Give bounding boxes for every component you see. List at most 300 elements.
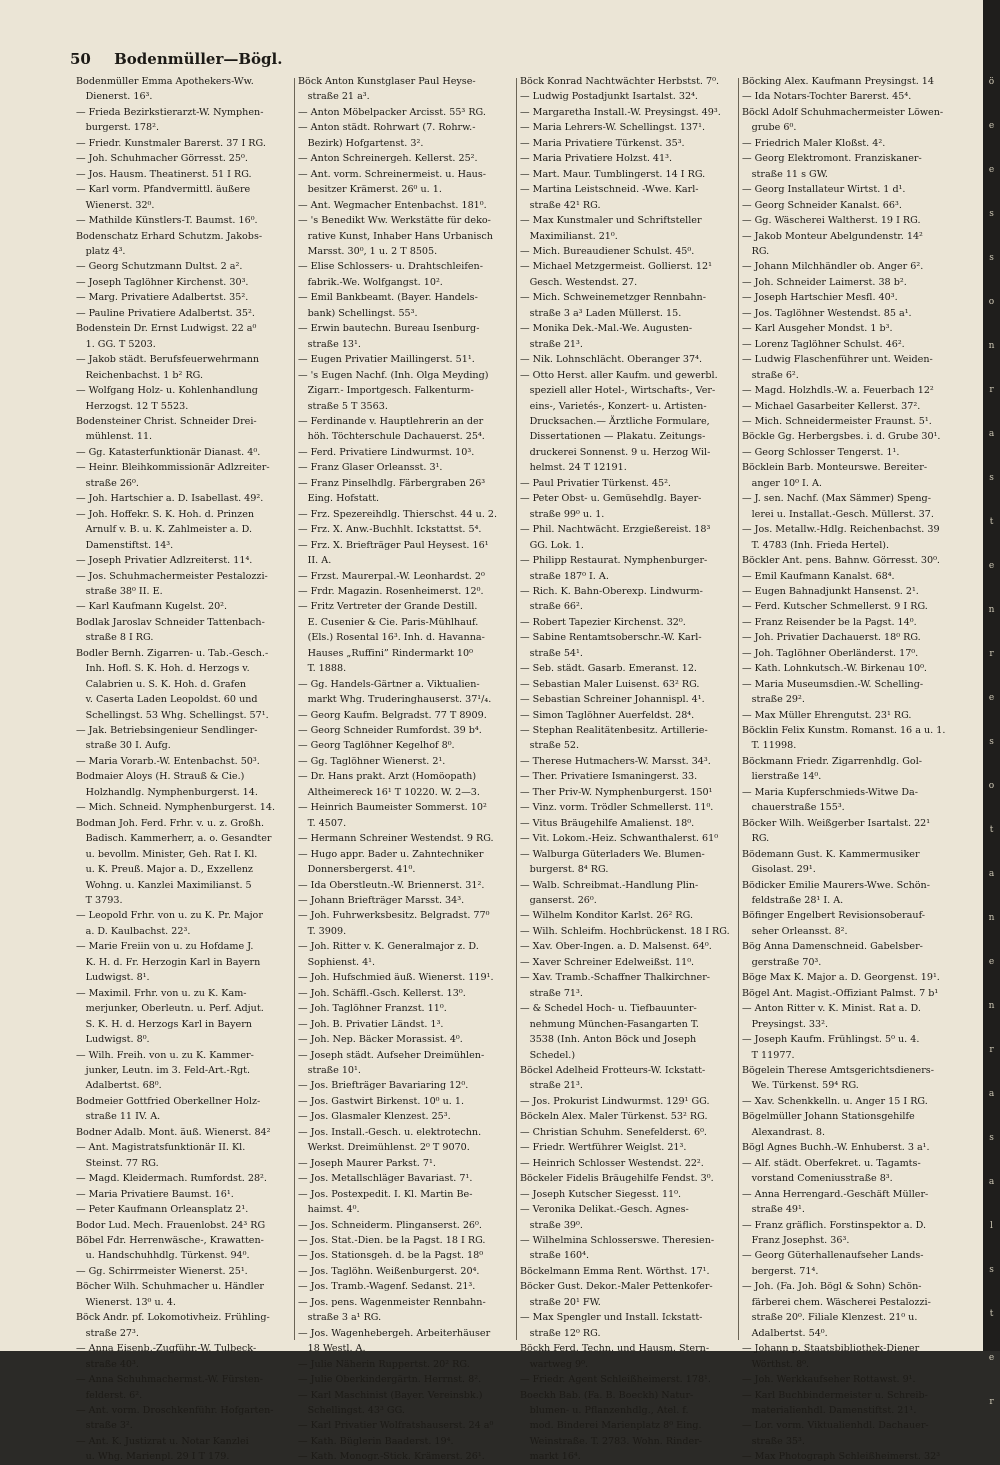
directory-entry-line: — Frz. X. Anw.-Buchhlt. Ickstattst. 5⁴. <box>298 524 482 536</box>
directory-entry-line: straße 49¹. <box>742 1204 805 1216</box>
directory-entry-line: haimst. 4⁰. <box>298 1204 360 1216</box>
directory-entry-line: — Dr. Hans prakt. Arzt (Homöopath) <box>298 771 477 783</box>
directory-entry-line: Bodensteiner Christ. Schneider Drei- <box>76 415 257 427</box>
directory-entry-line: junker, Leutn. im 3. Feld-Art.-Rgt. <box>76 1065 251 1076</box>
directory-entry-line: straße 187⁰ I. A. <box>520 570 609 582</box>
directory-entry-line: — Wilh. Schleifm. Hochbrückenst. 18 I RG. <box>520 925 730 937</box>
directory-entry-line: Ludwigst. 8¹. <box>76 972 150 984</box>
directory-entry-line: straße 26⁰. <box>76 477 139 489</box>
directory-entry-line: Wohng. u. Kanzlei Maximilianst. 5 <box>76 879 252 891</box>
directory-entry-line: Bögelmüller Johann Stationsgehilfe <box>742 1111 915 1123</box>
edge-letter: r <box>989 385 994 395</box>
directory-entry-line: Donnersbergerst. 41⁰. <box>298 864 416 876</box>
directory-entry-line: 3538 (Inh. Anton Böck und Joseph <box>520 1034 697 1046</box>
directory-entry-line: — Ludwig Flaschenführer unt. Weiden- <box>742 354 933 366</box>
directory-entry-line: — Wilh. Freih. von u. zu K. Kammer- <box>76 1049 254 1061</box>
directory-entry-line: Calabrien u. S. K. Hoh. d. Grafen <box>76 678 247 690</box>
directory-entry-line: — Joh. Schuhmacher Görresst. 25⁰. <box>76 153 248 165</box>
directory-entry-line: — Joh. Werkkaufseher Rottawst. 9¹. <box>742 1374 916 1386</box>
directory-entry-line: — Georg Schneider Rumfordst. 39 b⁴. <box>298 725 482 737</box>
directory-entry-line: materialienhdl. Damenstiftst. 21¹. <box>742 1404 917 1416</box>
directory-entry-line: straße 66². <box>520 601 583 613</box>
directory-entry-line: Böckeln Alex. Maler Türkenst. 53² RG. <box>520 1111 708 1123</box>
directory-entry-line: mod. Binderei Marienplatz 8⁰ Eing. <box>520 1420 702 1432</box>
directory-entry-line: — Frieda Bezirkstierarzt-W. Nymphen- <box>76 106 264 118</box>
page-header <box>70 50 282 68</box>
directory-column-4 <box>742 74 967 1463</box>
directory-entry-line: — Xav. Ober-Ingen. a. D. Malsenst. 64⁰. <box>520 941 712 953</box>
directory-entry-line: Gisolast. 29¹. <box>742 864 816 876</box>
directory-entry-line: — Mich. Bureaudiener Schulst. 45⁰. <box>520 245 695 257</box>
directory-entry-line: — Robert Tapezier Kirchenst. 32⁰. <box>520 616 686 628</box>
directory-entry-line: — Maria Privatiere Holzst. 41³. <box>520 153 673 165</box>
directory-entry-line: — Frz. Spezereihdlg. Thierschst. 44 u. 2. <box>298 508 498 520</box>
directory-entry-line: (Els.) Rosental 16³. Inh. d. Havanna- <box>298 632 485 644</box>
directory-entry-line: Schedel.) <box>520 1049 576 1061</box>
directory-entry-line: färberei chem. Wäscherei Pestalozzi- <box>742 1296 931 1308</box>
directory-entry-line: — Joh. Schneider Laimerst. 38 b². <box>742 276 907 288</box>
directory-entry-line: Böckel Adelheid Frotteurs-W. Ickstatt- <box>520 1065 706 1076</box>
directory-entry-line: — Seb. städt. Gasarb. Emeranst. 12. <box>520 663 697 675</box>
directory-entry-line: straße 11 s GW. <box>742 168 828 180</box>
directory-entry-line: Bodenschatz Erhard Schutzm. Jakobs- <box>76 230 263 242</box>
directory-entry-line: felderst. 6². <box>76 1389 143 1401</box>
directory-entry-line: — Pauline Privatiere Adalbertst. 35². <box>76 307 255 319</box>
edge-letter: n <box>988 913 995 923</box>
directory-entry-line: — Karl Privatier Wolfratshauserst. 24 a⁰ <box>298 1420 494 1432</box>
directory-entry-line: — Jos. Prokurist Lindwurmst. 129¹ GG. <box>520 1095 710 1107</box>
directory-entry-line: — Friedr. Kunstmaler Barerst. 37 I RG. <box>76 137 266 149</box>
directory-entry-line: — Anton städt. Rohrwart (7. Rohrw.- <box>298 122 476 134</box>
directory-entry-line: — Frdr. Magazin. Rosenheimerst. 12⁰. <box>298 585 484 597</box>
directory-entry-line: — Marie Freiin von u. zu Hofdame J. <box>76 941 254 953</box>
directory-entry-line: — Hugo appr. Bader u. Zahntechniker <box>298 848 484 860</box>
edge-letter: ö <box>988 77 995 87</box>
directory-entry-line: Bögelein Therese Amtsgerichtsdieners- <box>742 1065 934 1076</box>
directory-entry-line: — Max Photograph Schleißheimerst. 32³ <box>742 1451 941 1463</box>
directory-entry-line: straße 13¹. <box>298 338 361 350</box>
directory-entry-line: — Jakob städt. Berufsfeuerwehrmann <box>76 354 260 366</box>
directory-entry-line: — 's Benedikt Ww. Werkstätte für deko- <box>298 215 491 227</box>
directory-entry-line: Boeckh Bab. (Fa. B. Boeckh) Natur- <box>520 1389 694 1401</box>
directory-entry-line: — Jak. Betriebsingenieur Sendlinger- <box>76 725 258 737</box>
directory-entry-line: straße 35³. <box>742 1435 805 1447</box>
directory-entry-line: straße 27³. <box>76 1327 139 1339</box>
directory-entry-line: straße 5 T 3563. <box>298 400 388 412</box>
directory-entry-line: — Eugen Bahnadjunkt Hansenst. 2¹. <box>742 585 919 597</box>
directory-entry-line: Böckmann Friedr. Zigarrenhdlg. Gol- <box>742 755 922 767</box>
edge-letter: s <box>989 1265 994 1275</box>
directory-entry-line: — Jos. Hausm. Theatinerst. 51 I RG. <box>76 168 252 180</box>
directory-entry-line: — Karl Ausgeher Mondst. 1 b³. <box>742 323 893 335</box>
directory-entry-line: Böcker Gust. Dekor.-Maler Pettenkofer- <box>520 1281 713 1293</box>
directory-entry-line: — Jos. Taglöhner Westendst. 85 a¹. <box>742 307 912 319</box>
directory-entry-line: Böcher Wilh. Schuhmacher u. Händler <box>76 1281 264 1293</box>
directory-entry-line: straße 99⁰ u. 1. <box>520 508 605 520</box>
directory-entry-line: Böckle Gg. Herbergsbes. i. d. Grube 30¹. <box>742 431 941 443</box>
directory-entry-line: feldstraße 28¹ I. A. <box>742 895 844 907</box>
directory-entry-line: — Heinrich Baumeister Sommerst. 10² <box>298 802 487 814</box>
directory-entry-line: Schellingst. 43³ GG. <box>298 1404 405 1416</box>
directory-entry-line: — Anna Herrengard.-Geschäft Müller- <box>742 1188 929 1200</box>
directory-entry-line: — Ant. vorm. Schreinermeist. u. Haus- <box>298 168 487 180</box>
directory-entry-line: — Ferdinande v. Hauptlehrerin an der <box>298 415 484 427</box>
edge-letter: l <box>990 1221 993 1231</box>
directory-entry-line: — Georg Güterhallenaufseher Lands- <box>742 1250 924 1262</box>
directory-entry-line: — Therese Hutmachers-W. Marsst. 34³. <box>520 755 711 767</box>
directory-entry-line: vorstand Comeniusstraße 8³. <box>742 1173 893 1185</box>
directory-entry-line: — Ther Priv-W. Nymphenburgerst. 150¹ <box>520 786 713 798</box>
directory-entry-line: — Lorenz Taglöhner Schulst. 46². <box>742 338 905 350</box>
directory-entry-line: — Mathilde Künstlers-T. Baumst. 16⁰. <box>76 215 258 227</box>
directory-entry-line: — Joh. Hufschmied äuß. Wienerst. 119¹. <box>298 972 494 984</box>
directory-entry-line: — Maria Kupferschmieds-Witwe Da- <box>742 786 919 798</box>
directory-entry-line: — Eugen Privatier Maillingerst. 51¹. <box>298 354 475 366</box>
directory-entry-line: Reichenbachst. 1 b² RG. <box>76 369 204 381</box>
directory-entry-line: — Xav. Schenkkelln. u. Anger 15 I RG. <box>742 1095 928 1107</box>
directory-entry-line: Böbel Fdr. Herrenwäsche-, Krawatten- <box>76 1234 264 1246</box>
directory-entry-line: — Joseph Hartschier Mesfl. 40³. <box>742 292 898 304</box>
directory-entry-line: Wörthst. 8⁰. <box>742 1358 810 1370</box>
directory-entry-line: — Gg. Wäscherei Waltherst. 19 I RG. <box>742 215 921 227</box>
edge-letter: n <box>988 1001 995 1011</box>
directory-entry-line: — Simon Taglöhner Auerfeldst. 28⁴. <box>520 709 695 721</box>
directory-entry-line: T. 4783 (Inh. Frieda Hertel). <box>742 539 890 551</box>
directory-entry-line: — Jos. Install.-Gesch. u. elektrotechn. <box>298 1126 482 1138</box>
directory-entry-line: Bezirk) Hofgartenst. 3². <box>298 137 424 149</box>
directory-entry-line: — Max Spengler und Install. Ickstatt- <box>520 1312 703 1324</box>
directory-entry-line: — Jos. Tramb.-Wagenf. Sedanst. 21³. <box>298 1281 476 1293</box>
directory-entry-line: besitzer Krämerst. 26⁰ u. 1. <box>298 184 442 196</box>
directory-entry-line: Bög Anna Damenschneid. Gabelsber- <box>742 941 923 953</box>
directory-entry-line: — Joh. (Fa. Joh. Bögl & Sohn) Schön- <box>742 1281 922 1293</box>
directory-entry-line: 1. GG. T 5203. <box>76 338 156 350</box>
directory-entry-line: — Sabine Rentamtsoberschr.-W. Karl- <box>520 632 702 644</box>
directory-entry-line: Sophienst. 4¹. <box>298 956 376 968</box>
directory-entry-line: — & Schedel Hoch- u. Tiefbauunter- <box>520 1003 697 1015</box>
edge-letter: e <box>988 1353 995 1363</box>
directory-entry-line: — Joh. Taglöhner Franzst. 11⁰. <box>298 1003 447 1015</box>
directory-entry-line: — Heinrich Schlosser Westendst. 22². <box>520 1157 704 1169</box>
directory-entry-line: — Friedrich Maler Kloßst. 4². <box>742 137 886 149</box>
directory-entry-line: — Joseph Kutscher Siegesst. 11⁰. <box>520 1188 682 1200</box>
directory-entry-line: — Anna Schuhmachermst.-W. Fürsten- <box>76 1374 264 1386</box>
directory-entry-line: — Joh. Schäffl.-Gsch. Kellerst. 13⁰. <box>298 987 466 999</box>
directory-entry-line: — Anton Möbelpacker Arcisst. 55³ RG. <box>298 106 486 118</box>
directory-entry-line: — Maria Privatiere Türkenst. 35³. <box>520 137 685 149</box>
directory-entry-line: S. K. H. d. Herzogs Karl in Bayern <box>76 1018 252 1030</box>
directory-entry-line: — Wilhelmina Schlosserswe. Theresien- <box>520 1234 715 1246</box>
directory-entry-line: — Joh. Privatier Dachauerst. 18⁰ RG. <box>742 632 921 644</box>
directory-entry-line: Bödemann Gust. K. Kammermusiker <box>742 848 920 860</box>
directory-entry-line: helmst. 24 T 12191. <box>520 462 627 474</box>
directory-entry-line: Bödicker Emilie Maurers-Wwe. Schön- <box>742 879 930 891</box>
edge-letter: a <box>988 1177 995 1187</box>
directory-entry-line: Böge Max K. Major a. D. Georgenst. 19¹. <box>742 972 940 984</box>
directory-entry-line: — Paul Privatier Türkenst. 45². <box>520 477 671 489</box>
directory-entry-line: — Erwin bautechn. Bureau Isenburg- <box>298 323 480 335</box>
directory-entry-line: — Kath. Monogr.-Stick. Krämerst. 26¹. <box>298 1451 485 1463</box>
directory-entry-line: — Ludwig Postadjunkt Isartalst. 32⁴. <box>520 91 698 103</box>
directory-entry-line: — Vit. Lokom.-Heiz. Schwanthalerst. 61⁰ <box>520 833 719 845</box>
directory-entry-line: — Xaver Schreiner Edelweißst. 11⁰. <box>520 956 695 968</box>
directory-entry-line: Böck Konrad Nachtwächter Herbstst. 7⁰. <box>520 76 720 87</box>
directory-entry-line: — Veronika Delikat.-Gesch. Agnes- <box>520 1204 689 1216</box>
directory-entry-line: Eing. Hofstatt. <box>298 493 380 505</box>
directory-entry-line: — Jos. Metallw.-Hdlg. Reichenbachst. 39 <box>742 524 940 536</box>
edge-letter: t <box>989 1309 994 1319</box>
adjacent-page-letters <box>983 60 1000 1424</box>
directory-entry-line: lerei u. Installat.-Gesch. Müllerst. 37. <box>742 508 934 520</box>
directory-entry-line: Steinst. 77 RG. <box>76 1157 159 1169</box>
directory-entry-line: Dissertationen — Plakatu. Zeitungs- <box>520 431 706 443</box>
directory-entry-line: höh. Töchterschule Dachauerst. 25⁴. <box>298 431 485 443</box>
directory-entry-line: T. 3909. <box>298 925 347 937</box>
directory-entry-line: — Wilhelm Konditor Karlst. 26² RG. <box>520 910 694 922</box>
edge-letter: s <box>989 209 994 219</box>
directory-entry-line: anger 10⁰ I. A. <box>742 477 822 489</box>
directory-entry-line: bank) Schellingst. 55³. <box>298 307 418 319</box>
directory-entry-line: We. Türkenst. 59⁴ RG. <box>742 1080 859 1092</box>
directory-entry-line: Holzhandlg. Nymphenburgerst. 14. <box>76 786 258 798</box>
directory-entry-line: — Christian Schuhm. Senefelderst. 6⁰. <box>520 1126 707 1138</box>
directory-entry-line: straße 30 I. Aufg. <box>76 740 171 752</box>
directory-entry-line: Bodmaier Aloys (H. Strauß & Cie.) <box>76 771 245 783</box>
directory-entry-line: u. Handschuhhdlg. Türkenst. 94⁰. <box>76 1250 250 1262</box>
directory-entry-line: — Georg Schneider Kanalst. 66³. <box>742 199 902 211</box>
directory-entry-line: — Karl vorm. Pfandvermittl. äußere <box>76 184 251 196</box>
directory-entry-line: — Jos. Stationsgeh. d. be la Pagst. 18⁰ <box>298 1250 484 1262</box>
directory-entry-line: — Franz Pinselhdlg. Färbergraben 26³ <box>298 477 486 489</box>
directory-entry-line: Marsst. 30⁰, 1 u. 2 T 8505. <box>298 245 438 257</box>
directory-entry-line: — Jos. Glasmaler Klenzest. 25³. <box>298 1111 451 1123</box>
directory-entry-line: — Peter Kaufmann Orleansplatz 2¹. <box>76 1204 249 1216</box>
directory-entry-line: — Monika Dek.-Mal.-We. Augusten- <box>520 323 693 335</box>
directory-entry-line: Bodmeier Gottfried Oberkellner Holz- <box>76 1095 261 1107</box>
directory-entry-line: — Ant. vorm. Droschkenführ. Hofgarten- <box>76 1404 274 1416</box>
directory-entry-line: — Friedr. Wertführer Weiglst. 21³. <box>520 1142 687 1154</box>
directory-entry-line: markt Whg. Truderinghauserst. 37¹/₄. <box>298 694 492 706</box>
edge-letter: e <box>988 121 995 131</box>
directory-entry-line: — Friedr. Agent Schleißheimerst. 178¹. <box>520 1374 711 1386</box>
directory-entry-line: — Anna Eisenb.-Zugführ.-W. Tulbeck- <box>76 1343 257 1355</box>
directory-entry-line: — Frzst. Maurerpal.-W. Leonhardst. 2⁰ <box>298 570 485 582</box>
directory-entry-line: Wienerst. 13⁰ u. 4. <box>76 1296 176 1308</box>
directory-entry-line: — Peter Obst- u. Gemüsehdlg. Bayer- <box>520 493 702 505</box>
directory-entry-line: — Ida Oberstleutn.-W. Briennerst. 31². <box>298 879 485 891</box>
directory-entry-line: Bögl Agnes Buchh.-W. Enhuberst. 3 a¹. <box>742 1142 930 1154</box>
directory-entry-line: — Joh. Hartschier a. D. Isabellast. 49². <box>76 493 264 505</box>
directory-entry-line: eins-, Varietés-, Konzert- u. Artisten- <box>520 400 707 412</box>
directory-entry-line: mühlenst. 11. <box>76 431 153 443</box>
directory-entry-line: Maximilianst. 21⁰. <box>520 230 618 242</box>
directory-entry-line: Inh. Hofl. S. K. Hoh. d. Herzogs v. <box>76 663 250 675</box>
directory-entry-line: Badisch. Kammerherr, a. o. Gesandter <box>76 833 272 845</box>
directory-entry-line: — Max Müller Ehrengutst. 23¹ RG. <box>742 709 912 721</box>
directory-entry-line: — Maximil. Frhr. von u. zu K. Kam- <box>76 987 247 999</box>
directory-entry-line: — Anton Schreinergeh. Kellerst. 25². <box>298 153 478 165</box>
directory-entry-line: — Otto Herst. aller Kaufm. und gewerbl. <box>520 369 718 381</box>
directory-entry-line: T 11977. <box>742 1049 795 1061</box>
directory-entry-line: — Walburga Güterladers We. Blumen- <box>520 848 705 860</box>
directory-entry-line: markt 16⁴. <box>520 1451 581 1463</box>
directory-entry-line: — Joh. Hoffekr. S. K. Hoh. d. Prinzen <box>76 508 255 520</box>
directory-entry-line: Arnulf v. B. u. K. Zahlmeister a. D. <box>76 524 252 536</box>
directory-entry-line: Altheimereck 16¹ T 10220. W. 2—3. <box>298 786 480 798</box>
directory-entry-line: — Sebastian Maler Luisenst. 63² RG. <box>520 678 700 690</box>
directory-entry-line: lierstraße 14⁰. <box>742 771 822 783</box>
directory-entry-line: — Joh. Ritter v. K. Generalmajor z. D. <box>298 941 479 953</box>
edge-letter: s <box>989 253 994 263</box>
directory-entry-line: — Georg Schlosser Tengerst. 1¹. <box>742 446 900 458</box>
directory-entry-line: Damenstiftst. 14³. <box>76 539 174 551</box>
directory-column-1 <box>76 74 301 1463</box>
directory-entry-line: Gesch. Westendst. 27. <box>520 276 638 288</box>
directory-entry-line: — Johann p. Staatsbibliothek-Diener <box>742 1343 920 1355</box>
directory-entry-line: straße 38⁰ II. E. <box>76 585 163 597</box>
directory-entry-line: — Jos. Gastwirt Birkenst. 10⁰ u. 1. <box>298 1095 465 1107</box>
directory-entry-line: — Walb. Schreibmat.-Handlung Plin- <box>520 879 699 891</box>
directory-entry-line: — Julie Näherin Ruppertst. 20² RG. <box>298 1358 470 1370</box>
directory-entry-line: E. Cusenier & Cie. Paris-Mühlhauf. <box>298 616 479 628</box>
directory-entry-line: straße 52. <box>520 740 580 752</box>
directory-entry-line: — Kath. Büglerin Baaderst. 19⁴. <box>298 1435 454 1447</box>
edge-letter: n <box>988 341 995 351</box>
directory-entry-line: — Sebastian Schreiner Johannispl. 4¹. <box>520 694 705 706</box>
directory-entry-line: — Jos. Schuhmachermeister Pestalozzi- <box>76 570 268 582</box>
directory-entry-line: — Elise Schlossers- u. Drahtschleifen- <box>298 261 483 273</box>
directory-entry-line: gerstraße 70³. <box>742 956 822 968</box>
directory-entry-line: — Mich. Schweinemetzger Rennbahn- <box>520 292 706 304</box>
directory-entry-line: — Jakob Monteur Abelgundenstr. 14² <box>742 230 923 242</box>
directory-entry-line: Werkst. Dreimühlenst. 2⁰ T 9070. <box>298 1142 470 1154</box>
directory-entry-line: wartweg 9⁰. <box>520 1358 589 1370</box>
directory-entry-line: — Franz Glaser Orleansst. 3¹. <box>298 462 443 474</box>
edge-letter: a <box>988 429 995 439</box>
edge-letter: n <box>988 605 995 615</box>
directory-entry-line: Bodman Joh. Ferd. Frhr. v. u. z. Großh. <box>76 817 265 829</box>
directory-entry-line: straße 8 I RG. <box>76 632 154 644</box>
directory-entry-line: — Lor. vorm. Viktualienhdl. Dachauer- <box>742 1420 929 1432</box>
directory-entry-line: straße 3². <box>76 1420 133 1432</box>
directory-entry-line: straße 12⁰ RG. <box>520 1327 601 1339</box>
directory-entry-line: — Mart. Maur. Tumblingerst. 14 I RG. <box>520 168 706 180</box>
directory-entry-line: straße 21 a³. <box>298 91 370 103</box>
page-number: 50 <box>70 50 91 68</box>
directory-entry-line: Alexandrast. 8. <box>742 1126 826 1138</box>
directory-entry-line: — Ant. Wegmacher Entenbachst. 181⁰. <box>298 199 487 211</box>
directory-entry-line: RG. <box>742 245 770 257</box>
directory-entry-line: straße 39⁰. <box>520 1219 583 1231</box>
directory-entry-line: Böcklin Felix Kunstm. Romanst. 16 a u. 1. <box>742 725 946 737</box>
directory-entry-line: — Ant. Magistratsfunktionär II. Kl. <box>76 1142 246 1154</box>
directory-entry-line: seher Orleansst. 8². <box>742 925 848 937</box>
directory-entry-line: — Joseph Maurer Parkst. 7¹. <box>298 1157 436 1169</box>
edge-letter: e <box>988 693 995 703</box>
directory-entry-line: — Georg Installateur Wirtst. 1 d¹. <box>742 184 906 196</box>
directory-entry-line: chauerstraße 155³. <box>742 802 845 814</box>
edge-letter: t <box>989 517 994 527</box>
directory-entry-line: druckerei Sonnenst. 9 u. Herzog Wil- <box>520 446 711 458</box>
directory-entry-line: — Jos. Schneiderm. Plinganserst. 26⁰. <box>298 1219 482 1231</box>
directory-entry-line: — Mich. Schneid. Nymphenburgerst. 14. <box>76 802 276 814</box>
directory-entry-line: Böckh Ferd. Techn. und Hausm. Stern- <box>520 1343 710 1355</box>
directory-entry-line: — Karl Kaufmann Kugelst. 20². <box>76 601 228 613</box>
directory-entry-line: merjunker, Oberleutn. u. Perf. Adjut. <box>76 1003 264 1015</box>
directory-entry-line: — Jos. Briefträger Bavariaring 12⁰. <box>298 1080 469 1092</box>
directory-entry-line: — Frz. X. Briefträger Paul Heysest. 16¹ <box>298 539 489 551</box>
directory-entry-line: — Joh. Taglöhner Oberländerst. 17⁰. <box>742 647 919 659</box>
directory-entry-line: Herzogst. 12 T 5523. <box>76 400 189 412</box>
directory-entry-line: — Max Kunstmaler und Schriftsteller <box>520 215 702 227</box>
directory-entry-line: nehmung München-Fasangarten T. <box>520 1018 699 1030</box>
directory-entry-line: II. A. <box>298 555 332 567</box>
edge-letter: a <box>988 1089 995 1099</box>
directory-entry-line: — Alf. städt. Oberfekret. u. Tagamts- <box>742 1157 921 1169</box>
directory-entry-line: straße 20⁰. Filiale Klenzest. 21⁰ u. <box>742 1312 918 1324</box>
directory-entry-line: — Maria Vorarb.-W. Entenbachst. 50³. <box>76 755 260 767</box>
directory-entry-line: — Ant. K. Justizrat u. Notar Kanzlei <box>76 1435 249 1447</box>
directory-entry-line: Preysingst. 33². <box>742 1018 829 1030</box>
directory-entry-line: — Michael Gasarbeiter Kellerst. 37². <box>742 400 921 412</box>
directory-entry-line: — Georg Schutzmann Dultst. 2 a². <box>76 261 243 273</box>
directory-entry-line: — Xav. Tramb.-Schaffner Thalkirchner- <box>520 972 711 984</box>
directory-entry-line: — Ferd. Privatiere Lindwurmst. 10³. <box>298 446 475 458</box>
directory-entry-line: — Vitus Bräugehilfe Amalienst. 18⁰. <box>520 817 695 829</box>
directory-entry-line: straße 29². <box>742 694 805 706</box>
directory-entry-line: — Wolfgang Holz- u. Kohlenhandlung <box>76 385 258 397</box>
directory-entry-line: — Joseph Kaufm. Frühlingst. 5⁰ u. 4. <box>742 1034 920 1046</box>
directory-entry-line: Böcking Alex. Kaufmann Preysingst. 14 <box>742 76 935 87</box>
directory-entry-line: v. Caserta Laden Leopoldst. 60 und <box>76 694 258 706</box>
directory-entry-line: fabrik.-We. Wolfgangst. 10². <box>298 276 443 288</box>
directory-entry-line: T. 1888. <box>298 663 347 675</box>
directory-entry-line: — Nik. Lohnschlächt. Oberanger 37⁴. <box>520 354 703 366</box>
directory-entry-line: — Phil. Nachtwächt. Erzgießereist. 18³ <box>520 524 711 536</box>
directory-entry-line: — Emil Kaufmann Kanalst. 68⁴. <box>742 570 895 582</box>
directory-entry-line: — Jos. Taglöhn. Weißenburgerst. 20⁴. <box>298 1265 480 1277</box>
directory-entry-line: — Ida Notars-Tochter Barerst. 45⁴. <box>742 91 912 103</box>
directory-entry-line: platz 4³. <box>76 245 126 257</box>
directory-entry-line: — Maria Lehrers-W. Schellingst. 137¹. <box>520 122 706 134</box>
directory-entry-line: Böcklein Barb. Monteurswe. Bereiter- <box>742 462 928 474</box>
directory-entry-line: u. bevollm. Minister, Geh. Rat I. Kl. <box>76 848 258 860</box>
directory-entry-line: straße 11 IV. A. <box>76 1111 161 1123</box>
edge-letter: e <box>988 957 995 967</box>
directory-entry-line: — Joseph städt. Aufseher Dreimühlen- <box>298 1049 485 1061</box>
directory-entry-line: — Magd. Holzhdls.-W. a. Feuerbach 12² <box>742 385 934 397</box>
directory-entry-line: Weinstraße. T. 2783. Wohn. Rinder- <box>520 1435 703 1447</box>
directory-entry-line: bergerst. 71⁴. <box>742 1265 819 1277</box>
directory-entry-line: — Georg Taglöhner Kegelhof 8⁰. <box>298 740 455 752</box>
directory-entry-line: straße 21³. <box>520 1080 583 1092</box>
directory-entry-line: — Karl Buchbindermeister u. Schreib- <box>742 1389 928 1401</box>
directory-entry-line: straße 160⁴. <box>520 1250 590 1262</box>
directory-entry-line: — Vinz. vorm. Trödler Schmellerst. 11⁰. <box>520 802 714 814</box>
directory-entry-line: Hauses „Ruffini” Rindermarkt 10⁰ <box>298 647 473 659</box>
directory-entry-line: — Johann Milchhändler ob. Anger 6². <box>742 261 924 273</box>
directory-entry-line: — Joh. Nep. Bäcker Morassist. 4⁰. <box>298 1034 463 1046</box>
directory-entry-line: — Joh. Fuhrwerksbesitz. Belgradst. 77⁰ <box>298 910 490 922</box>
directory-entry-line: — Maria Privatiere Baumst. 16¹. <box>76 1188 234 1200</box>
directory-entry-line: u. K. Preuß. Major a. D., Exzellenz <box>76 864 253 876</box>
directory-entry-line: T. 4507. <box>298 817 347 829</box>
edge-letter: o <box>988 781 995 791</box>
directory-entry-line: Drucksachen.— Ärztliche Formulare, <box>520 415 710 427</box>
directory-entry-line: — Margaretha Install.-W. Preysingst. 49³. <box>520 106 721 118</box>
directory-entry-line: — Martina Leistschneid. -Wwe. Karl- <box>520 184 699 196</box>
directory-entry-line: — Rich. K. Bahn-Oberexp. Lindwurm- <box>520 585 703 597</box>
